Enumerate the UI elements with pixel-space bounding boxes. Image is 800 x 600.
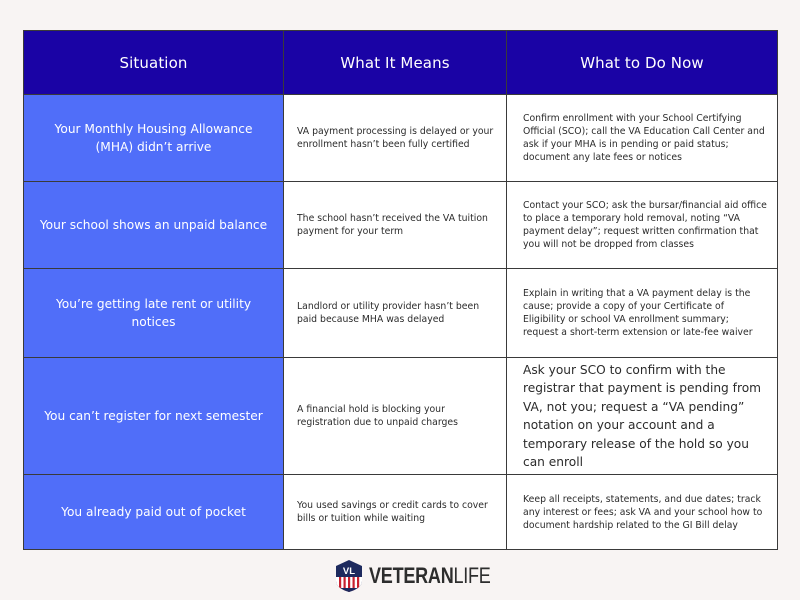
svg-text:VL: VL [342, 566, 356, 577]
todo-cell: Keep all receipts, statements, and due dates; track any interest or fees; ask VA and your school how to document hardship related to the GI Bill delay [507, 475, 778, 550]
situation-cell: You already paid out of pocket [24, 475, 284, 550]
header-situation: Situation [24, 31, 284, 95]
todo-cell: Explain in writing that a VA payment delay is the cause; provide a copy of your Certificate of Eligibility or school VA enrollment summary; request a short-term extension or late-fee waiver [507, 269, 778, 358]
situation-cell: Your school shows an unpaid balance [24, 182, 284, 269]
info-table-container [23, 30, 777, 549]
table-header-row [24, 31, 778, 95]
brand-name-light: LIFE [453, 563, 491, 588]
situation-cell: You’re getting late rent or utility notices [24, 269, 284, 358]
table-row [24, 95, 778, 182]
header-what-it-means: What It Means [284, 31, 507, 95]
means-cell: You used savings or credit cards to cover bills or tuition while waiting [284, 475, 507, 550]
table-row [24, 358, 778, 475]
table-row [24, 269, 778, 358]
table-row [24, 475, 778, 550]
means-cell: Landlord or utility provider hasn’t been paid because MHA was delayed [284, 269, 507, 358]
todo-cell: Ask your SCO to confirm with the registrar that payment is pending from VA, not you; request a “VA pending” notation on your account and a temporary release of the hold so you can enroll [507, 358, 778, 475]
todo-cell: Contact your SCO; ask the bursar/financial aid office to place a temporary hold removal, noting “VA payment delay”; request written confirmation that you will not be dropped from classes [507, 182, 778, 269]
brand-name-bold: VETERAN [369, 563, 454, 588]
means-cell: VA payment processing is delayed or your enrollment hasn’t been fully certified [284, 95, 507, 182]
gi-bill-delay-table [23, 30, 778, 550]
table-row [24, 182, 778, 269]
situation-cell: Your Monthly Housing Allowance (MHA) didn’t arrive [24, 95, 284, 182]
situation-cell: You can’t register for next semester [24, 358, 284, 475]
header-what-to-do-now: What to Do Now [507, 31, 778, 95]
brand-name [369, 563, 491, 589]
todo-cell: Confirm enrollment with your School Certifying Official (SCO); call the VA Education Call Center and ask if your MHA is in pending or paid status; document any late fees or notices [507, 95, 778, 182]
shield-badge-icon [334, 559, 364, 593]
veteranlife-logo [334, 558, 517, 594]
means-cell: The school hasn’t received the VA tuition payment for your term [284, 182, 507, 269]
means-cell: A financial hold is blocking your registration due to unpaid charges [284, 358, 507, 475]
